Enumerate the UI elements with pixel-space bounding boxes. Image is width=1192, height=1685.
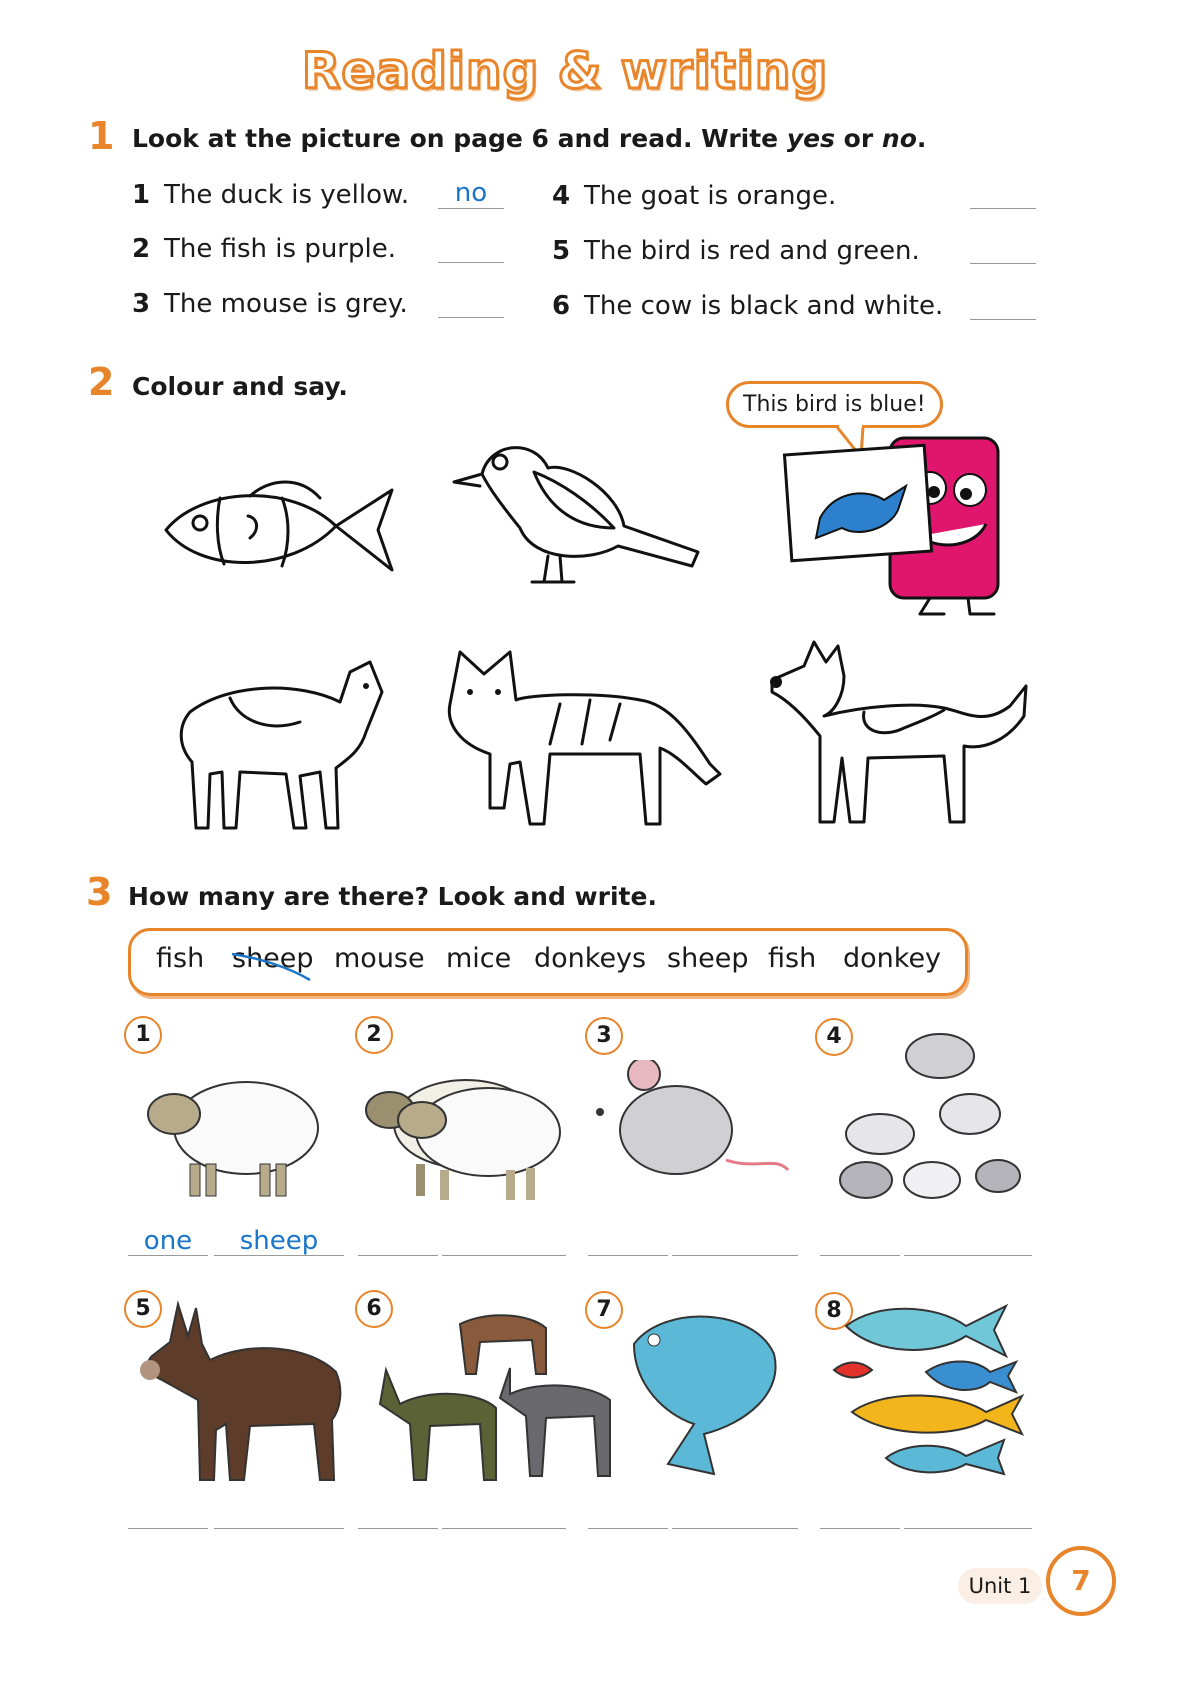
exercise-3-prompt: How many are there? Look and write. bbox=[128, 882, 657, 911]
exercise-3-number: 3 bbox=[86, 870, 113, 914]
mouse-image-icon bbox=[596, 1060, 792, 1192]
question-6: 6 The cow is black and white. bbox=[552, 291, 944, 321]
answer-line[interactable] bbox=[904, 1526, 1032, 1529]
sheep-image-icon bbox=[136, 1060, 326, 1200]
dog-drawing-icon[interactable] bbox=[764, 636, 1034, 836]
picture-number-2: 2 bbox=[355, 1016, 393, 1054]
question-1: 1 The duck is yellow. bbox=[132, 180, 410, 210]
answer-example-number: one bbox=[143, 1226, 193, 1256]
picture-number-6: 6 bbox=[355, 1290, 393, 1328]
picture-number-8: 8 bbox=[815, 1292, 853, 1330]
donkey-group-image-icon bbox=[370, 1284, 620, 1484]
exercise-2-number: 2 bbox=[88, 360, 115, 404]
picture-number-4: 4 bbox=[815, 1018, 853, 1056]
unit-label: Unit 1 bbox=[958, 1568, 1042, 1604]
answer-blank-2[interactable] bbox=[438, 232, 504, 263]
answer-line[interactable] bbox=[214, 1526, 344, 1529]
exercise-1-prompt: Look at the picture on page 6 and read. Write yes or no. bbox=[132, 124, 927, 153]
page-number: 7 bbox=[1046, 1546, 1116, 1616]
word-bank-item: donkeys bbox=[534, 943, 647, 974]
monster-character-icon bbox=[780, 428, 1010, 616]
word-bank-item: mice bbox=[446, 943, 512, 974]
word-bank-item: fish bbox=[156, 943, 205, 974]
answer-blank-4[interactable] bbox=[970, 178, 1036, 209]
picture-number-1: 1 bbox=[124, 1016, 162, 1054]
picture-number-3: 3 bbox=[585, 1017, 623, 1055]
answer-line[interactable] bbox=[672, 1253, 798, 1256]
answer-line[interactable] bbox=[358, 1253, 438, 1256]
bird-drawing-icon[interactable] bbox=[450, 432, 710, 592]
word-bank-item: fish bbox=[768, 943, 817, 974]
answer-example-word: sheep bbox=[239, 1226, 319, 1256]
mice-group-image-icon bbox=[820, 1030, 1026, 1210]
fish-group-image-icon bbox=[826, 1296, 1026, 1476]
fish-drawing-icon[interactable] bbox=[160, 468, 396, 588]
answer-line[interactable] bbox=[442, 1253, 566, 1256]
answer-line[interactable] bbox=[588, 1526, 668, 1529]
question-3: 3 The mouse is grey. bbox=[132, 289, 408, 319]
sheep-pair-image-icon bbox=[356, 1060, 570, 1200]
answer-blank-6[interactable] bbox=[970, 289, 1036, 320]
answer-line[interactable] bbox=[214, 1253, 344, 1256]
page-title: Reading & writing bbox=[301, 42, 829, 100]
exercise-2-prompt: Colour and say. bbox=[132, 372, 348, 401]
answer-line[interactable] bbox=[358, 1526, 438, 1529]
question-5: 5 The bird is red and green. bbox=[552, 236, 920, 266]
answer-line[interactable] bbox=[904, 1253, 1032, 1256]
picture-number-5: 5 bbox=[124, 1290, 162, 1328]
answer-line[interactable] bbox=[588, 1253, 668, 1256]
strikethrough-mark bbox=[230, 948, 312, 982]
word-bank-item: donkey bbox=[843, 943, 942, 974]
question-4: 4 The goat is orange. bbox=[552, 181, 837, 211]
word-bank-item: mouse bbox=[334, 943, 425, 974]
word-bank-item-crossed: sheep bbox=[232, 943, 314, 974]
answer-line[interactable] bbox=[672, 1526, 798, 1529]
answer-blank-5[interactable] bbox=[970, 233, 1036, 264]
answer-blank-1[interactable]: no bbox=[438, 178, 504, 209]
answer-line[interactable] bbox=[442, 1526, 566, 1529]
cat-drawing-icon[interactable] bbox=[440, 644, 730, 834]
question-2: 2 The fish is purple. bbox=[132, 234, 396, 264]
answer-line[interactable] bbox=[128, 1526, 208, 1529]
donkey-image-icon bbox=[140, 1300, 352, 1484]
answer-line[interactable] bbox=[820, 1526, 900, 1529]
exercise-1-number: 1 bbox=[88, 114, 115, 158]
picture-number-7: 7 bbox=[585, 1291, 623, 1329]
word-bank-item: sheep bbox=[667, 943, 749, 974]
answer-blank-3[interactable] bbox=[438, 287, 504, 318]
goat-drawing-icon[interactable] bbox=[170, 642, 410, 842]
speech-bubble: This bird is blue! bbox=[726, 381, 943, 428]
answer-line[interactable] bbox=[128, 1253, 208, 1256]
fish-image-icon bbox=[624, 1304, 784, 1484]
answer-line[interactable] bbox=[820, 1253, 900, 1256]
